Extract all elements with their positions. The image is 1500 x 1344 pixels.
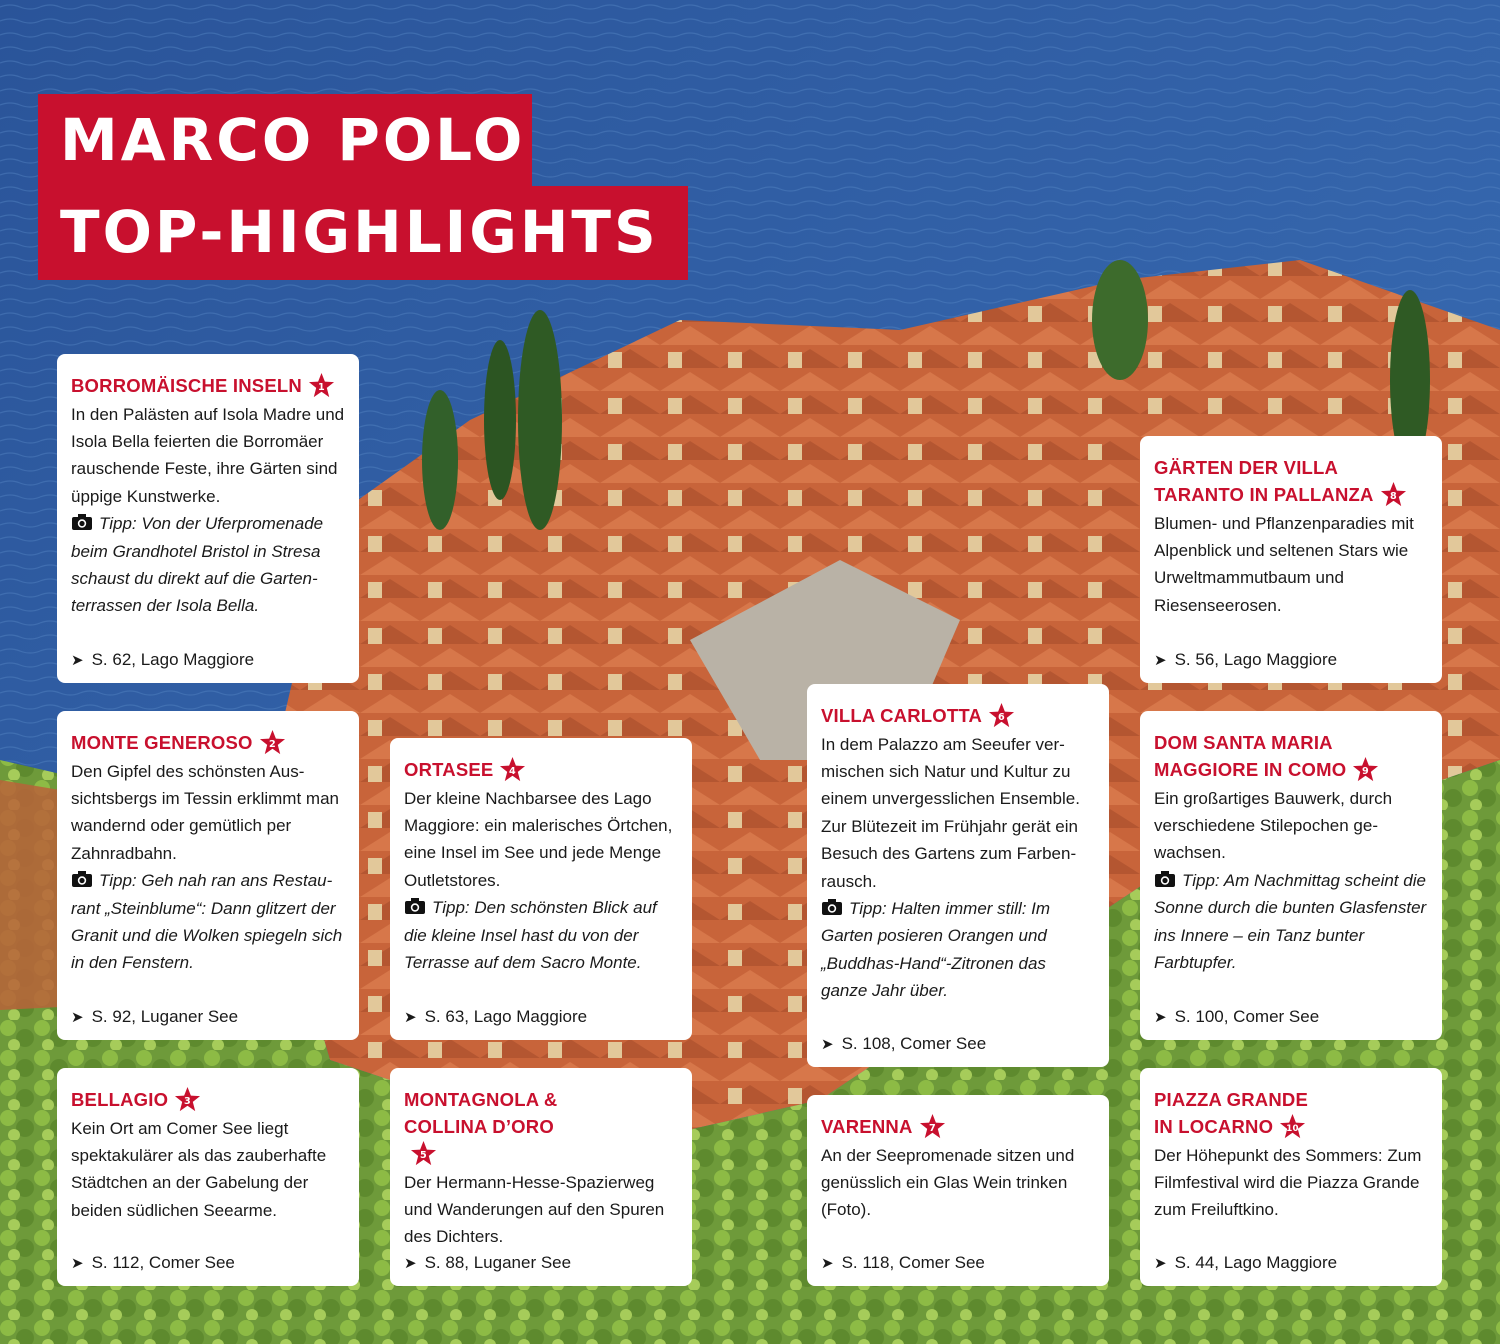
highlight-card-9 [1140,711,1442,1040]
card-description: Der Höhepunkt des Sommers: Zum Filmfestival wird die Piazza Grande zum Freiluftkino. [1154,1145,1422,1220]
card-reference: S. 63, Lago Maggiore [424,1007,588,1026]
card-number: 10 [1286,1123,1299,1134]
card-tip: Tipp: Am Nachmittag scheint die Sonne durch die bunten Glasfenster ins Innere – ein Tanz bunter Farbtupfer. [1154,870,1427,973]
card-reference: S. 44, Lago Maggiore [1174,1253,1338,1272]
card-number: 7 [928,1122,936,1134]
star-icon [308,372,335,399]
highlight-card-4 [390,738,692,1040]
card-description: Der kleine Nachbarsee des Lago Maggiore: ein malerisches Örtchen, eine Insel im See und jede Menge Outletstores. [404,788,673,890]
card-reference: S. 88, Luganer See [424,1253,572,1272]
camera-icon [71,513,93,531]
card-number: 2 [268,738,276,750]
card-number: 4 [509,765,517,777]
arrow-right-icon: ➤ [1154,1255,1167,1272]
arrow-right-icon: ➤ [71,1255,84,1272]
highlight-card-2 [57,711,359,1040]
card-number: 6 [998,711,1006,723]
card-description: In den Palästen auf Isola Madre und Isola Bella feierten die Borromäer rauschende Feste, ihre Gärten sind üppige Kunstwerke. [71,404,345,506]
card-reference: S. 108, Comer See [841,1034,987,1053]
card-title: PIAZZA GRANDE IN LOCARNO [1154,1089,1309,1137]
card-reference: S. 62, Lago Maggiore [91,650,255,669]
star-icon [1352,756,1379,783]
arrow-right-icon: ➤ [71,1009,84,1026]
highlight-card-5 [390,1068,692,1286]
arrow-right-icon: ➤ [1154,1009,1167,1026]
card-title: ORTASEE [404,759,494,780]
star-icon [919,1113,946,1140]
star-icon [1279,1113,1306,1140]
card-tip: Tipp: Von der Uferpromenade beim Grandhotel Bristol in Stresa schaust du direkt auf die Gartenterrassen der Isola Bella. [71,514,324,616]
card-description: Der Hermann-Hesse-Spazierweg und Wanderungen auf den Spuren des Dichters. [404,1172,665,1247]
card-title: BORROMÄISCHE INSELN [71,375,302,396]
card-title: GÄRTEN DER VILLA TARANTO IN PALLANZA [1154,457,1374,505]
card-description: Den Gipfel des schönsten Aussichtsbergs im Tessin erklimmt man wandernd oder gemütlich per Zahnradbahn. [71,761,339,863]
star-icon [499,756,526,783]
highlight-card-10 [1140,1068,1442,1286]
card-reference: S. 100, Comer See [1174,1007,1320,1026]
title-line-1: MARCO POLO [38,94,532,186]
title-line-2: TOP-HIGHLIGHTS [38,186,688,280]
card-reference: S. 56, Lago Maggiore [1174,650,1338,669]
camera-icon [1154,870,1176,888]
card-title: BELLAGIO [71,1089,169,1110]
card-title: VARENNA [821,1116,913,1137]
card-tip: Tipp: Den schönsten Blick auf die kleine Insel hast du von der Terrasse auf dem Sacro Monte. [404,898,657,973]
card-number: 5 [420,1149,427,1161]
arrow-right-icon: ➤ [821,1255,834,1272]
card-description: An der Seepromenade sitzen und genüsslich ein Glas Wein trinken (Foto). [821,1145,1075,1220]
card-title: VILLA CARLOTTA [821,705,983,726]
card-description: Blumen- und Pflanzenparadies mit Alpenblick und seltenen Stars wie Urweltmammutbaum und Riesenseerosen. [1154,513,1414,615]
card-description: Kein Ort am Comer See liegt spektakulärer als das zauberhafte Städtchen an der Gabelung der beiden südlichen Seearme. [71,1118,327,1220]
card-number: 8 [1389,490,1397,502]
card-title: MONTE GENEROSO [71,732,253,753]
highlight-card-7 [807,1095,1109,1286]
arrow-right-icon: ➤ [71,652,84,669]
card-title: MONTAGNOLA & COLLINA D’ORO [404,1089,558,1137]
arrow-right-icon: ➤ [821,1036,834,1053]
star-icon [988,702,1015,729]
arrow-right-icon: ➤ [1154,652,1167,669]
arrow-right-icon: ➤ [404,1255,417,1272]
card-number: 9 [1362,765,1370,777]
card-tip: Tipp: Halten immer still: Im Garten posieren Orangen und „Buddhas-Hand“-Zitronen das ganze Jahr über. [821,899,1051,1001]
card-number: 1 [318,381,325,393]
card-description: Ein großartiges Bauwerk, durch verschiedene Stilepochen gewachsen. [1154,788,1393,863]
highlight-card-6 [807,684,1109,1067]
card-reference: S. 92, Luganer See [91,1007,239,1026]
card-tip: Tipp: Geh nah ran ans Restaurant „Steinblume“: Dann glitzert der Granit und die Wolken spiegeln sich in den Fenstern. [71,871,343,973]
card-reference: S. 118, Comer See [841,1253,985,1272]
camera-icon [404,897,426,915]
star-icon [1380,481,1407,508]
star-icon [259,729,286,756]
highlight-card-3 [57,1068,359,1286]
star-icon [410,1140,437,1167]
card-description: In dem Palazzo am Seeufer vermischen sich Natur und Kultur zu einem unvergesslichen Ensemble. Zur Blütezeit im Frühjahr gerät ein Besuch des Gartens zum Farbenrausch. [821,734,1080,891]
star-icon [174,1086,201,1113]
arrow-right-icon: ➤ [404,1009,417,1026]
card-number: 3 [184,1095,192,1107]
card-title: DOM SANTA MARIA MAGGIORE IN COMO [1154,732,1347,780]
highlight-card-8 [1140,436,1442,683]
camera-icon [71,870,93,888]
highlight-card-1 [57,354,359,683]
card-reference: S. 112, Comer See [91,1253,235,1272]
camera-icon [821,898,843,916]
